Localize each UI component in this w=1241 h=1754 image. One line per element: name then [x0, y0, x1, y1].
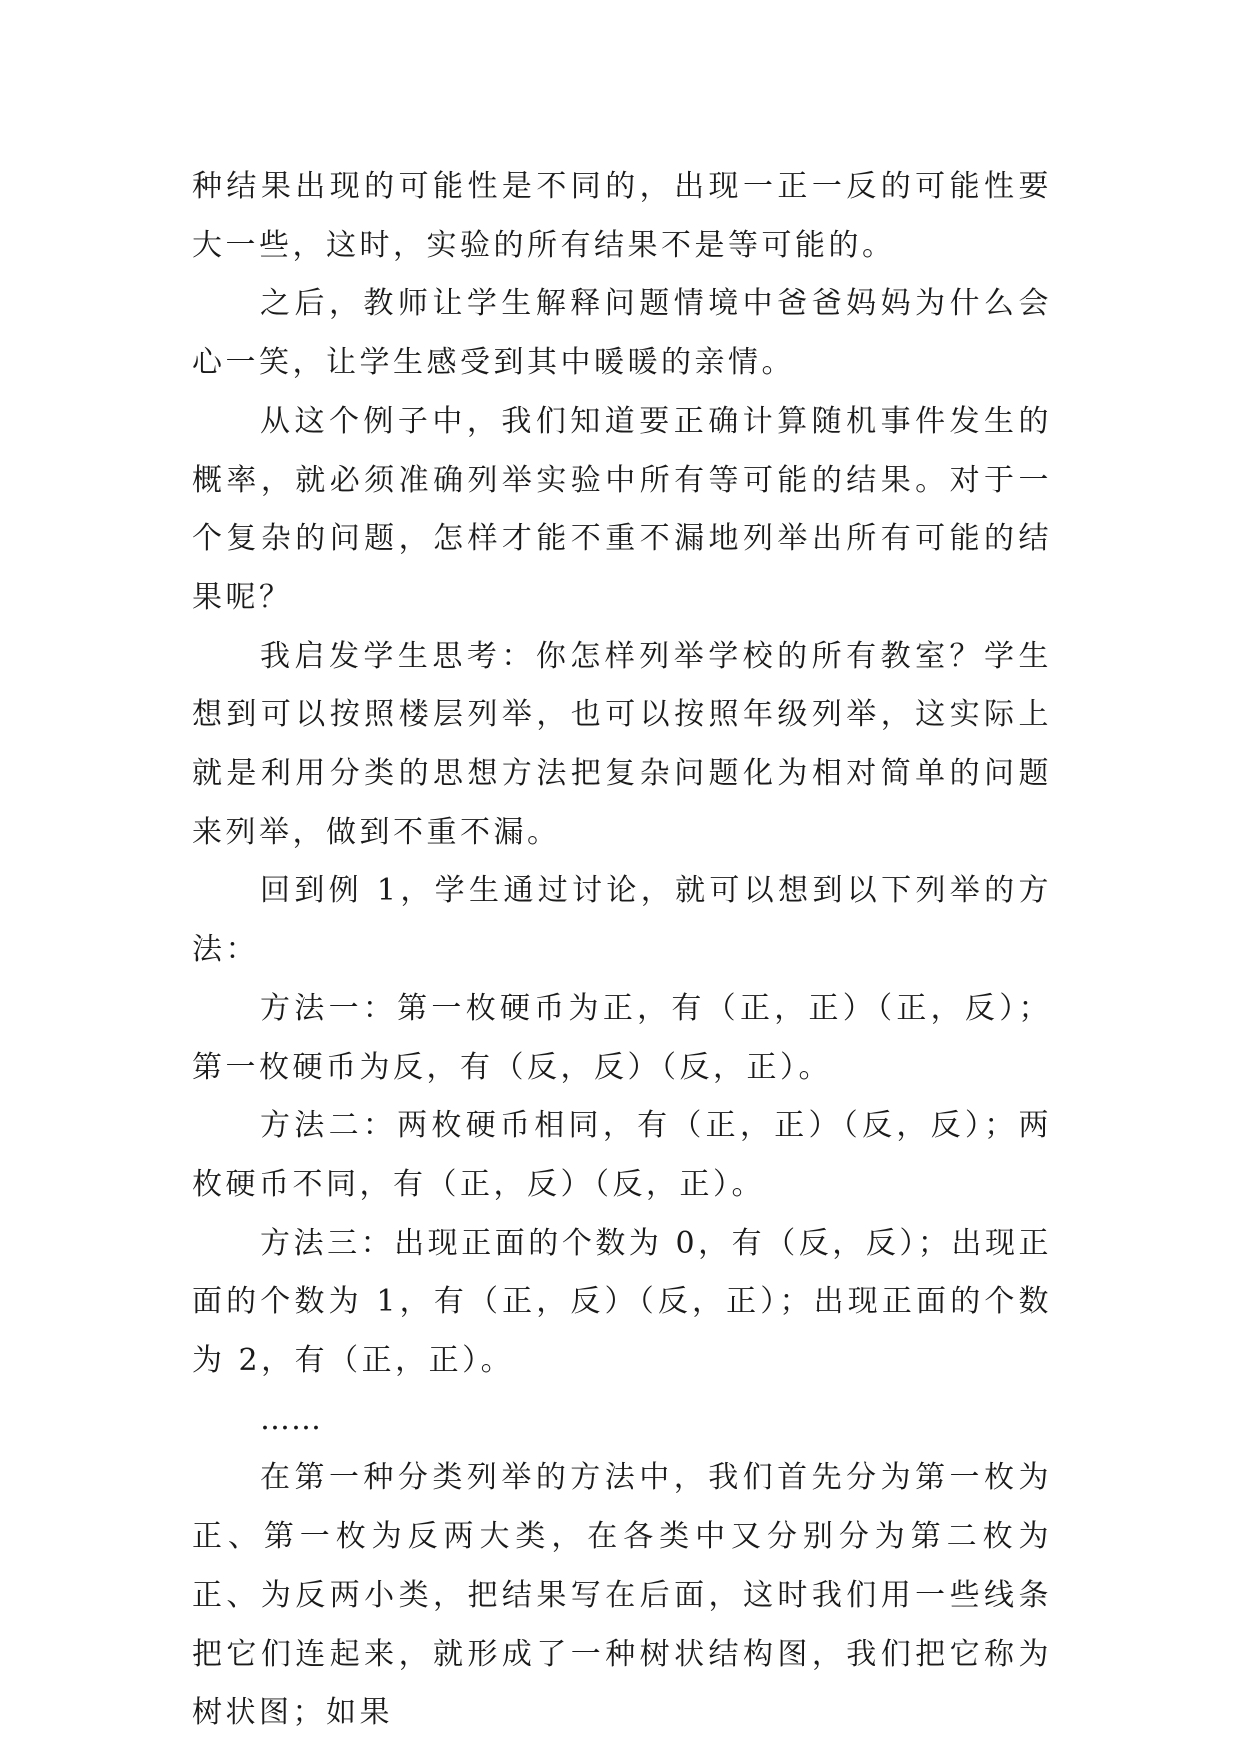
- paragraph-method-one: 方法一：第一枚硬币为正，有（正，正）（正，反）；第一枚硬币为反，有（反，反）（反，正）。: [192, 990, 1052, 1085]
- paragraph-4: 我启发学生思考：你怎样列举学校的所有教室？学生想到可以按照楼层列举，也可以按照年级列举，这实际上就是利用分类的思想方法把复杂问题化为相对简单的问题来列举，做到不重不漏。: [192, 638, 1052, 850]
- paragraph-ellipsis: ……: [260, 1401, 322, 1437]
- paragraph-method-three: 方法三：出现正面的个数为 0，有（反，反）；出现正面的个数为 1，有（正，反）（反，正）；出现正面的个数为 2，有（正，正）。: [192, 1225, 1052, 1379]
- paragraph-method-two: 方法二：两枚硬币相同，有（正，正）（反，反）；两枚硬币不同，有（正，反）（反，正）。: [192, 1108, 1052, 1202]
- paragraph-5: 回到例 1，学生通过讨论，就可以想到以下列举的方法：: [192, 873, 1052, 968]
- paragraph-tree-diagram: 在第一种分类列举的方法中，我们首先分为第一枚为正、第一枚为反两大类，在各类中又分别分为第二枚为正、为反两小类，把结果写在后面，这时我们用一些线条把它们连起来，就形成了一种树状结构图，我们把它称为树状图；如果: [192, 1460, 1052, 1731]
- paragraph-1: 种结果出现的可能性是不同的，出现一正一反的可能性要大一些，这时，实验的所有结果不是等可能的。: [192, 169, 1052, 263]
- paragraph-3: 从这个例子中，我们知道要正确计算随机事件发生的概率，就必须准确列举实验中所有等可能的结果。对于一个复杂的问题，怎样才能不重不漏地列举出所有可能的结果呢？: [192, 403, 1052, 615]
- body-text: [192, 158, 1052, 1743]
- paragraph-2: 之后，教师让学生解释问题情境中爸爸妈妈为什么会心一笑，让学生感受到其中暖暖的亲情。: [192, 286, 1052, 381]
